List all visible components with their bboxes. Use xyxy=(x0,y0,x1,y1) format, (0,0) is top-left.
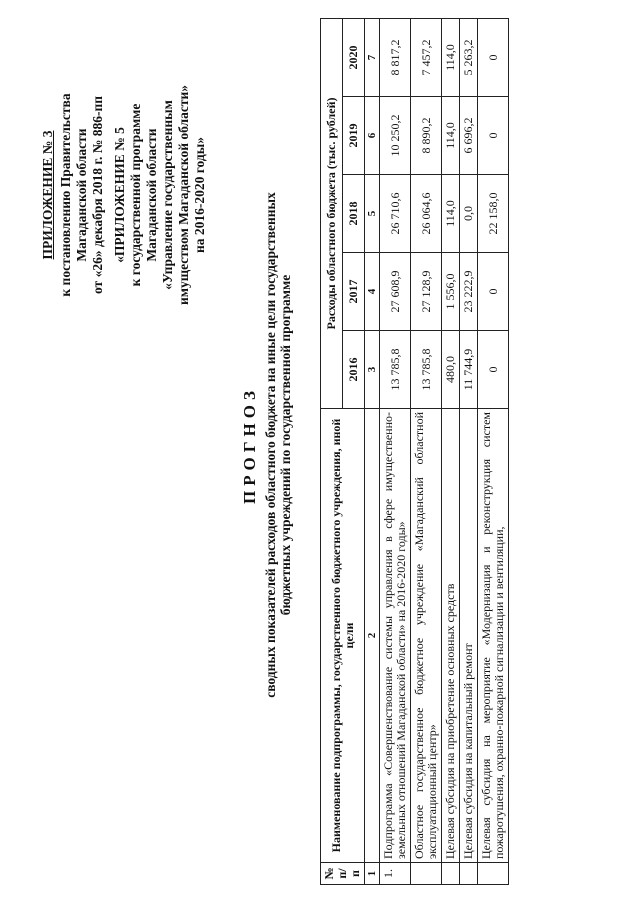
row-name: Целевая субсидия на мероприятие «Модернизация и реконструкция систем пожаротушения, охранно-пожарной сигнализации и вентиляции, xyxy=(478,409,509,863)
appendix-block xyxy=(40,45,208,345)
column-index: 4 xyxy=(365,253,380,331)
table-row xyxy=(460,18,478,884)
row-name: Областное государственное бюджетное учреждение «Магаданский областной эксплуатационный центр» xyxy=(411,409,442,863)
row-value: 13 785,8 xyxy=(380,331,411,409)
row-value: 10 250,2 xyxy=(380,97,411,175)
row-number xyxy=(411,863,442,885)
column-index: 3 xyxy=(365,331,380,409)
row-value: 0 xyxy=(478,253,509,331)
row-number xyxy=(442,863,460,885)
row-value: 5 263,2 xyxy=(460,18,478,96)
row-value: 0 xyxy=(478,331,509,409)
row-value: 0,0 xyxy=(460,175,478,253)
header-expenses: Расходы областного бюджета (тыс. рублей) xyxy=(321,18,343,408)
column-index: 2 xyxy=(365,409,380,863)
table-row xyxy=(478,18,509,884)
column-index: 5 xyxy=(365,175,380,253)
row-value: 8 817,2 xyxy=(380,18,411,96)
header-name: Наименование подпрограммы, государственного бюджетного учреждения, иной цели xyxy=(321,409,365,863)
header-year: 2020 xyxy=(343,18,365,96)
table-row xyxy=(442,18,460,884)
row-name: Подпрограмма «Совершенствование системы управления в сфере имущественно-земельных отношений Магаданской области» на 2016-2020 годы» xyxy=(380,409,411,863)
row-value: 22 158,0 xyxy=(478,175,509,253)
row-number xyxy=(478,863,509,885)
row-number: 1. xyxy=(380,863,411,885)
forecast-table xyxy=(320,18,509,885)
heading-title: ПРОГНОЗ xyxy=(240,386,259,504)
row-value: 114,0 xyxy=(442,97,460,175)
column-index-row xyxy=(365,18,380,884)
heading-subtitle: сводных показателей расходов областного бюджета на иные цели государственных xyxy=(263,192,278,698)
row-value: 27 128,9 xyxy=(411,253,442,331)
row-value: 13 785,8 xyxy=(411,331,442,409)
header-year: 2019 xyxy=(343,97,365,175)
row-value: 7 457,2 xyxy=(411,18,442,96)
row-value: 26 710,6 xyxy=(380,175,411,253)
appendix-line: к постановлению Правительства xyxy=(58,93,73,297)
appendix-line: «Управление государственным xyxy=(160,100,175,290)
header-year: 2016 xyxy=(343,331,365,409)
row-value: 114,0 xyxy=(442,175,460,253)
row-value: 26 064,6 xyxy=(411,175,442,253)
appendix-line: к государственной программе xyxy=(128,103,143,287)
appendix-line: Магаданской области xyxy=(74,128,89,262)
row-name: Целевая субсидия на капитальный ремонт xyxy=(460,409,478,863)
column-index: 7 xyxy=(365,18,380,96)
appendix-title-2: «ПРИЛОЖЕНИЕ № 5 xyxy=(112,127,127,263)
row-value: 23 222,9 xyxy=(460,253,478,331)
row-number xyxy=(460,863,478,885)
row-value: 114,0 xyxy=(442,18,460,96)
appendix-title: ПРИЛОЖЕНИЕ № 3 xyxy=(40,130,55,260)
heading-subtitle: бюджетных учреждений по государственной программе xyxy=(278,274,293,616)
column-index: 1 xyxy=(365,863,380,885)
header-row xyxy=(321,18,343,884)
document-heading xyxy=(240,25,293,865)
header-year: 2018 xyxy=(343,175,365,253)
row-value: 8 890,2 xyxy=(411,97,442,175)
appendix-line: Магаданской области xyxy=(144,128,159,262)
header-no: № п/п xyxy=(321,863,365,885)
table-row xyxy=(411,18,442,884)
row-value: 27 608,9 xyxy=(380,253,411,331)
column-index: 6 xyxy=(365,97,380,175)
row-value: 1 556,0 xyxy=(442,253,460,331)
row-value: 0 xyxy=(478,18,509,96)
row-name: Целевая субсидия на приобретение основных средств xyxy=(442,409,460,863)
header-year: 2017 xyxy=(343,253,365,331)
appendix-line: на 2016-2020 годы» xyxy=(192,136,207,254)
appendix-line: имуществом Магаданской области» xyxy=(176,84,191,306)
row-value: 480,0 xyxy=(442,331,460,409)
row-value: 0 xyxy=(478,97,509,175)
appendix-line: от «26» декабря 2018 г. № 886-пп xyxy=(90,96,105,295)
row-value: 6 696,2 xyxy=(460,97,478,175)
table-row xyxy=(380,18,411,884)
row-value: 11 744,9 xyxy=(460,331,478,409)
